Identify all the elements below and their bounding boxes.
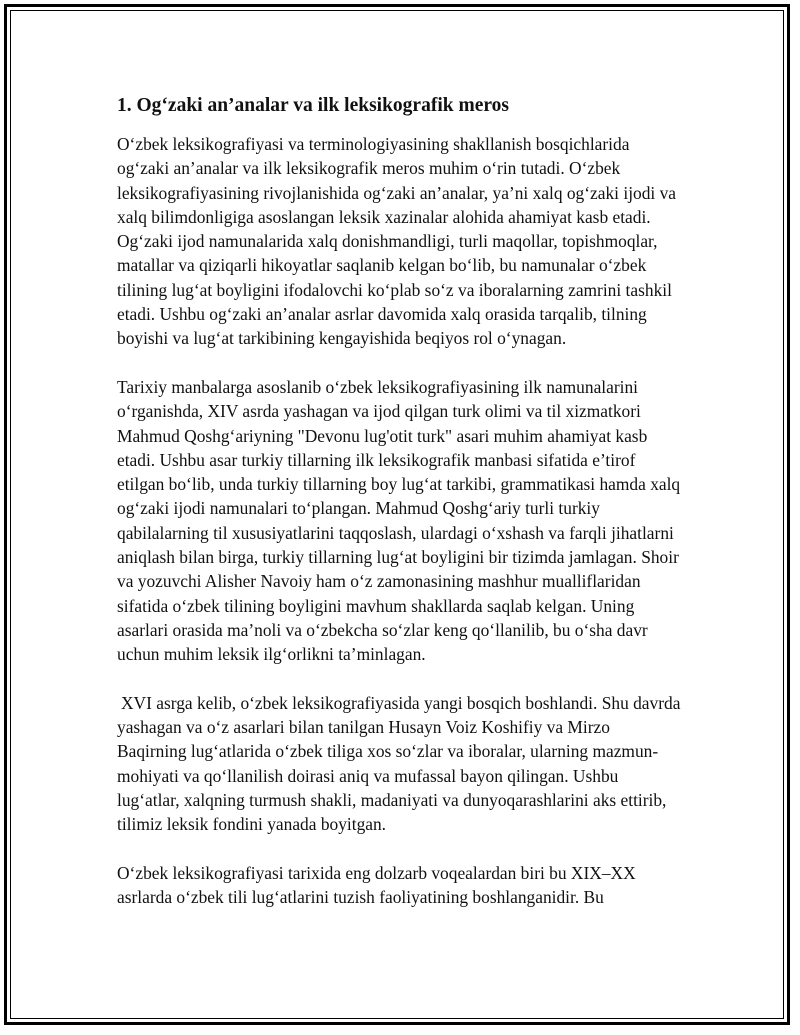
paragraph-sixteenth-century: XVI asrga kelib, o‘zbek leksikografiyasida yangi bosqich boshlandi. Shu davrda yashagan va o‘z asarlari bilan tanilgan Husayn Voiz Koshifiy va Mirzo Baqirning lug‘atlarida o‘zbek tiliga xos so‘zlar va iboralar, ularning mazmun-mohiyati va qo‘llanilish doirasi aniq va mufassal bayon qilingan. Ushbu lug‘atlar, xalqning turmush shakli, madaniyati va dunyoqarashlarini aks ettirib, tilimiz leksik fondini yanada boyitgan. bbox=[117, 692, 681, 835]
paragraph-oral-traditions: O‘zbek leksikografiyasi va terminologiyasining shakllanish bosqichlarida og‘zaki an’analar va ilk leksikografik meros muhim o‘rin tutadi. O‘zbek leksikografiyasining rivojlanishida og‘zaki an’analar, ya’ni xalq og‘zaki ijodi va xalq bilimdonligiga asoslangan leksik xazinalar alohida ahamiyat kasb etadi. Og‘zaki ijod namunalarida xalq donishmandligi, turli maqollar, topishmoqlar, matallar va qiziqarli hikoyatlar saqlanib kelgan bo‘lib, bu namunalar o‘zbek tilining lug‘at boyligini ifodalovchi ko‘plab so‘z va iboralarning zamrini tashkil etadi. Ushbu og‘zaki an’analar asrlar davomida xalq orasida tarqalib, tilning boyishi va lug‘at tarkibining kengayishida beqiyos rol o‘ynagan. bbox=[117, 134, 677, 349]
paragraph-historical-sources: Tarixiy manbalarga asoslanib o‘zbek leksikografiyasining ilk namunalarini o‘rganishda, XIV asrda yashagan va ijod qilgan turk olimi va til xizmatkori Mahmud Qoshg‘ariyning "Devonu lug'otit turk" asari muhim ahamiyat kasb etadi. Ushbu asar turkiy tillarning ilk leksikografik manbasi sifatida e’tirof etilgan bo‘lib, unda turkiy tillarning boy lug‘at tarkibi, grammatikasi hamda xalq og‘zaki ijodi namunalari to‘plangan. Mahmud Qoshg‘ariy turli turkiy qabilalarning til xususiyatlarini taqqoslash, ulardagi o‘xshash va farqli jihatlarni aniqlash bilan birga, turkiy tillarning lug‘at boyligini bir tizimda jamlagan. Shoir va yozuvchi Alisher Navoiy ham o‘z zamonasining mashhur mualliflaridan sifatida o‘zbek tilining boyligini mavhum shakllarda saqlab kelgan. Uning asarlari orasida ma’noli va o‘zbekcha so‘zlar keng qo‘llanilib, bu o‘sha davr uchun muhim leksik ilg‘orlikni ta’minlagan. bbox=[117, 376, 681, 665]
document-body bbox=[117, 92, 683, 934]
paragraph-nineteenth-twentieth-century: O‘zbek leksikografiyasi tarixida eng dolzarb voqealardan biri bu XIX–XX asrlarda o‘zbek tili lug‘atlarini tuzish faoliyatining boshlanganidir. Bu bbox=[117, 862, 636, 908]
section-heading: 1. Og‘zaki an’analar va ilk leksikografik meros bbox=[117, 95, 510, 116]
